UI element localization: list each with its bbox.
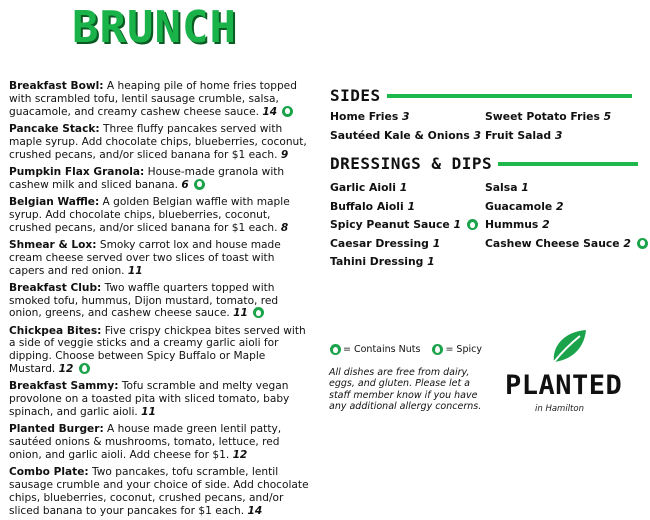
item-name: Guacamole [485,199,553,213]
nut-icon [637,238,648,249]
item-name: Sautéed Kale & Onions [330,128,470,142]
list-item [485,237,648,256]
list-item [330,255,478,274]
menu-item-description: Three fluffy pancakes served with maple syrup. Add chocolate chips, blueberries, coconut, crushed pecans, and/or sliced banana for $1 each. [9,122,307,161]
dressings-column-right [485,181,648,255]
brand-location: in Hamilton [535,404,584,414]
menu-item-description: A golden Belgian waffle with maple syrup. Add chocolate chips, blueberries, coconut, crushed pecans, and/or sliced banana for $1 each. [9,195,290,234]
menu-item [9,196,309,235]
item-name: Hummus [485,218,539,231]
menu-item [9,166,309,192]
item-price: 1 [399,181,408,194]
item-price: 5 [603,110,612,123]
menu-item-price: 11 [141,406,156,419]
menu-item-name: Combo Plate: [9,466,89,479]
item-price: 3 [473,128,482,142]
menu-item-price: 12 [58,363,74,376]
menu-item-description: Tofu scramble and melty vegan provolone on a toasted pita with sliced tomato, baby spinach, and garlic aioli. [9,380,290,419]
menu-item-price: 11 [233,307,248,320]
sides-heading-text: SIDES [330,86,381,105]
menu-item-description: House-made granola with cashew milk and sliced banana. [9,165,285,191]
menu-item [9,325,309,377]
item-name: Home Fries [330,110,399,123]
sides-heading [330,86,632,105]
sides-column-left [330,110,481,147]
item-name: Fruit Salad [485,128,552,142]
list-item [330,237,478,256]
menu-item-description: Five crispy chickpea bites served with a side of veggie sticks and a creamy garlic aioli for dipping. Choose between Spicy Buffalo or Maple Mustard. [9,324,306,376]
list-item [485,110,611,129]
menu-item-name: Breakfast Bowl: [9,80,104,92]
item-name: Caesar Dressing [330,236,429,250]
menu-item-description: A heaping pile of home fries topped with scrambled tofu, lentil sausage crumble, salsa, guacamole, and creamy cashew cheese sauce. [9,80,297,118]
menu-item [9,123,309,162]
menu-item-name: Breakfast Sammy: [9,380,119,393]
item-name: Cashew Cheese Sauce [485,236,620,250]
menu-item-description: A house made green lentil patty, sautéed onions & mushrooms, tomato, lettuce, red onion, and garlic aioli. Add cheese for $1. [9,423,282,462]
legend-spicy-label: = Spicy [445,344,482,355]
item-price: 2 [555,199,564,213]
menu-item-name: Belgian Waffle: [9,195,100,208]
leaf-icon [548,326,588,366]
sides-column-right [485,110,611,147]
item-name: Garlic Aioli [330,181,396,194]
menu-item-name: Shmear & Lox: [9,238,97,251]
menu-item-price: 14 [247,504,263,517]
menu-item-description: Two waffle quarters topped with smoked tofu, hummus, Dijon mustard, tomato, red onion, greens, and cashew cheese sauce. [9,281,279,320]
item-name: Buffalo Aioli [330,199,404,213]
list-item [485,218,648,237]
nut-icon [467,219,478,230]
item-price: 1 [407,199,415,213]
menu-item-name: Pumpkin Flax Granola: [9,165,145,178]
nut-icon [330,344,341,355]
menu-item-price: 14 [262,105,278,118]
menu-item-description: Smoky carrot lox and house made cream cheese served over two slices of toast with capers and red onion. [9,238,281,277]
item-name: Tahini Dressing [330,255,424,268]
menu-item-price: 8 [280,221,289,234]
spicy-icon [79,363,90,374]
menu-item-name: Pancake Stack: [9,122,100,135]
dressings-divider [498,162,638,166]
menu-item-price: 11 [127,264,143,277]
item-price: 3 [402,110,410,123]
item-price: 2 [623,236,631,250]
menu-item-price: 9 [280,148,289,161]
list-item [330,218,478,237]
menu-item [9,282,309,321]
legend-nuts-label: = Contains Nuts [343,344,421,355]
menu-item-name: Breakfast Club: [9,281,102,294]
list-item [330,110,481,129]
item-price: 1 [453,218,461,231]
list-item [330,129,481,148]
sides-divider [387,94,632,98]
menu-item [9,423,309,462]
dressings-column-left [330,181,478,274]
allergy-note: All dishes are free from dairy, eggs, and gluten. Please let a staff member know if you have any additional allergy concerns. [329,367,482,413]
menu-item-description: Two pancakes, tofu scramble, lentil sausage crumble and your choice of side. Add chocolate chips, blueberries, coconut, crushed pecans, and/or sliced banana to your pancakes for $1 each. [9,466,309,517]
page-title: BRUNCH [72,2,237,53]
item-price: 2 [542,218,550,231]
menu-item-price: 12 [232,449,248,462]
item-name: Salsa [485,181,518,194]
item-name: Sweet Potato Fries [485,110,600,123]
brand-logo-text: PLANTED [505,370,623,401]
list-item [330,200,478,219]
item-price: 1 [427,255,435,268]
spicy-icon [432,344,443,355]
item-price: 1 [521,181,529,194]
menu-item [9,239,309,278]
menu-item [9,380,309,419]
dressings-heading-text: DRESSINGS & DIPS [330,154,493,173]
nut-icon [282,106,293,117]
list-item [485,129,611,148]
nut-icon [194,179,205,190]
dressings-heading [330,154,638,173]
item-price: 1 [432,236,441,250]
icon-legend [328,344,492,355]
list-item [485,200,648,219]
brunch-menu-list [9,80,309,520]
list-item [330,181,478,200]
menu-item-name: Chickpea Bites: [9,324,102,337]
item-name: Spicy Peanut Sauce [330,218,450,231]
nut-icon [253,307,264,318]
menu-item-name: Planted Burger: [9,423,104,436]
menu-item-price: 6 [181,178,189,191]
menu-item [9,466,309,518]
item-price: 3 [554,128,563,142]
list-item [485,181,648,200]
menu-item [9,80,309,119]
